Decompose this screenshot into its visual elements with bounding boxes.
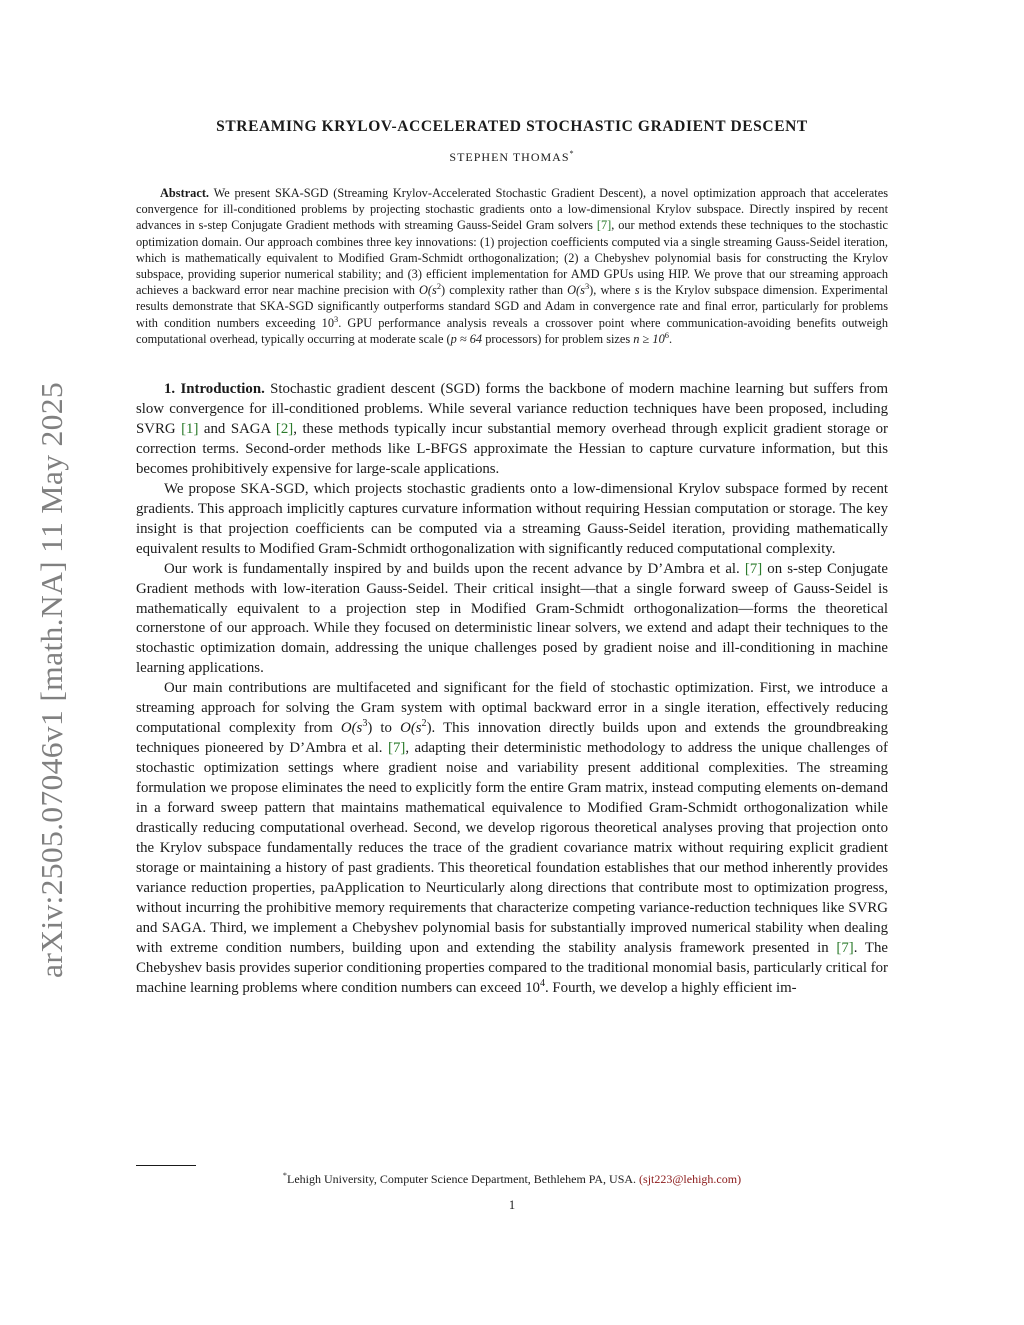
math-exponent: 3 [362,718,368,730]
paragraph-text: to [372,720,401,737]
abstract-text: . [668,331,673,346]
footnote-affiliation: Lehigh University, Computer Science Department, Bethlehem PA, USA. [286,1172,640,1186]
paper-title: STREAMING KRYLOV-ACCELERATED STOCHASTIC GRADIENT DESCENT [216,118,808,135]
citation-link[interactable]: [7] [836,939,854,956]
math-exponent: 3 [584,282,590,292]
email-link[interactable]: (sjt223@lehigh.com) [639,1172,742,1186]
footnote [136,1172,888,1187]
author-line [136,150,888,165]
math-exponent: 2 [421,718,427,730]
section-heading: 1. Introduction. [164,381,265,398]
paragraph-text: on s-step Conjugate Gradient methods with low-iteration Gauss-Seidel. Their critical insight—that a single forward sweep of Gauss-Seidel is mathematically equivalent to a projection step in Modified Gram-Schmidt orthogonalization—forms the theoretical cornerstone of our approach. While they focused on deterministic linear solvers, we extend and adapt their techniques to the stochastic optimization domain, addressing the unique challenges posed by gradient noise and ill-conditioning in machine learning applications. [136,560,889,677]
citation-link[interactable]: [7] [744,560,763,577]
paragraph-text: . The Chebyshev basis provides superior conditioning properties compared to the traditional monomial basis, particularly critical for machine learning problems where condition numbers can exceed 10 [136,939,888,996]
math-problem-size: n ≥ 10 [633,331,665,346]
paragraph-text: Our main contributions are multifaceted and significant for the field of stochastic optimization. First, we introduce a streaming approach for solving the Gram system with optimal backward error in a single iteration, effectively reducing computational complexity from [136,680,888,737]
page-number: 1 [508,1198,516,1212]
abstract-text: complexity rather than [445,283,568,298]
introduction-section [136,380,888,999]
citation-link[interactable]: [2] [275,420,294,437]
abstract-text: , our method extends these techniques to the stochastic optimization domain. Our approach combines three key innovations: (1) projection coefficients computed via a single streaming Gauss-Seidel iteration, which is mathematically equivalent to Modified Gram-Schmidt orthogonalization; (2) a Chebyshev polynomial basis for constructing the Krylov subspace, providing superior numerical stability; and (3) efficient implementation for AMD GPUs using HIP. We prove that our streaming approach achieves a backward error near machine precision with [136,218,888,298]
arxiv-stamp-text: arXiv:2505.07046v1 [math.NA] 11 May 2025 [34,393,69,978]
paragraph-text: and SAGA [198,420,276,437]
paragraph-text: , these methods typically incur substantial memory overhead through explicit gradient storage or correction terms. Second-order methods like L-BFGS approximate the Hessian to capture curvature information, but this becomes prohibitively expensive for large-scale applications. [136,420,888,477]
math-exponent: 3 [334,314,339,324]
author-name: STEPHEN THOMAS [449,150,570,164]
math-complexity: O(s [400,720,422,737]
math-complexity: O(s [340,720,363,737]
math-complexity: O(s [418,283,437,298]
math-exponent: 6 [664,330,669,340]
abstract [136,185,888,347]
intro-paragraph-3 [136,560,888,680]
footnote-mark: * [282,1171,287,1180]
math-complexity: O(s [567,283,585,298]
abstract-label: Abstract. [160,186,210,200]
intro-paragraph-1 [136,380,888,480]
math-processors: p ≈ 64 [450,331,483,346]
paragraph-text: Stochastic gradient descent (SGD) forms the backbone of modern machine learning but suffers from slow convergence for ill-conditioned problems. While several variance reduction techniques have been proposed, including SVRG [136,381,888,437]
math-paren: ) [441,283,446,298]
paragraph-text: Our work is fundamentally inspired by and builds upon the recent advance by D’Ambra et al. [164,560,745,577]
math-exponent: 4 [539,977,545,989]
paragraph-text: . Fourth, we develop a highly efficient im- [544,979,797,996]
intro-paragraph-2: We propose SKA-SGD, which projects stochastic gradients onto a low-dimensional Krylov subspace formed by recent gradients. This approach implicitly captures curvature information without requiring Hessian computation or storage. The key insight is that projection coefficients can be computed via a streaming Gauss-Seidel iteration, providing mathematically equivalent results to Modified Gram-Schmidt orthogonalization with significantly reduced computational complexity. [136,480,888,557]
abstract-text: We present SKA-SGD (Streaming Krylov-Accelerated Stochastic Gradient Descent), a novel optimization approach that accelerates convergence for ill-conditioned problems by projecting stochastic gradients onto a low-dimensional Krylov subspace. Directly inspired by recent advances in s-step Conjugate Gradient methods with streaming Gauss-Seidel Gram solvers [136,186,889,233]
author-footnote-mark: * [569,149,575,158]
footnote-divider [136,1165,196,1166]
arxiv-stamp-svg [18,380,78,980]
abstract-text: , where [593,283,635,298]
math-exponent: 2 [436,282,442,292]
arxiv-identifier-stamp [18,380,78,980]
paragraph-text: , adapting their deterministic methodology to address the unique challenges of stochastic optimization settings where gradient noise and variability present additional complexities. The streaming formulation we propose eliminates the need to explicitly form the entire Gram matrix, instead computing elements on-demand in a forward sweep pattern that maintains mathematical equivalence to Modified Gram-Schmidt orthogonalization while drastically reducing computational overhead. Second, we develop rigorous theoretical analyses proving that projection onto the Krylov subspace fundamentally reduces the trace of the gradient covariance matrix without requiring explicit gradient storage or maintaining a history of past gradients. This theoretical foundation establishes that our method inherently provides variance reduction properties, paApplication to Neurticularly along directions that contribute most to optimization progress, without incurring the prohibitive memory requirements that characterize competing variance-reduction techniques like SVRG and SAGA. Third, we implement a Chebyshev polynomial basis for substantially improved numerical stability when dealing with extreme condition numbers, building upon and extending the stability analysis framework presented in [136,740,888,956]
paragraph-text: . This innovation directly builds upon and extends the groundbreaking techniques pioneered by D’Ambra et al. [136,720,889,757]
abstract-text: . GPU performance analysis reveals a crossover point where communication-avoiding benefits outweigh computational overhead, typically occurring at moderate scale ( [136,315,888,346]
math-paren: ) [367,720,373,737]
math-paren: ) [589,283,594,298]
math-paren: ) [426,720,432,737]
math-variable: s [634,283,640,298]
citation-link[interactable]: [1] [181,420,199,437]
abstract-text: is the Krylov subspace dimension. Experimental results demonstrate that SKA-SGD significantly outperforms standard SGD and Adam in convergence rate and final error, particularly for problems with condition numbers exceeding 10 [136,283,889,330]
citation-link[interactable]: [7] [596,218,612,233]
abstract-text: processors) for problem sizes [482,331,634,346]
intro-paragraph-4 [136,679,888,998]
citation-link[interactable]: [7] [388,740,406,757]
paper-content [136,118,888,999]
